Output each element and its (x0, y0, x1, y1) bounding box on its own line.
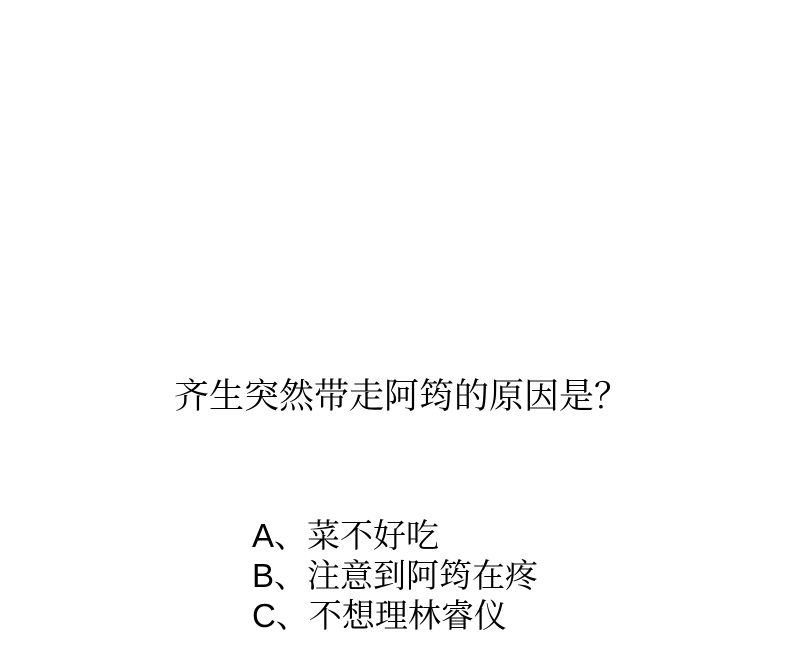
quiz-option-b[interactable]: B、注意到阿筠在疼 (252, 557, 539, 594)
quiz-question: 齐生突然带走阿筠的原因是？ (174, 377, 630, 416)
quiz-option-c[interactable]: C、不想理林睿仪 (252, 597, 507, 634)
quiz-option-a[interactable]: A、菜不好吃 (252, 517, 440, 554)
quiz-options (252, 516, 538, 636)
